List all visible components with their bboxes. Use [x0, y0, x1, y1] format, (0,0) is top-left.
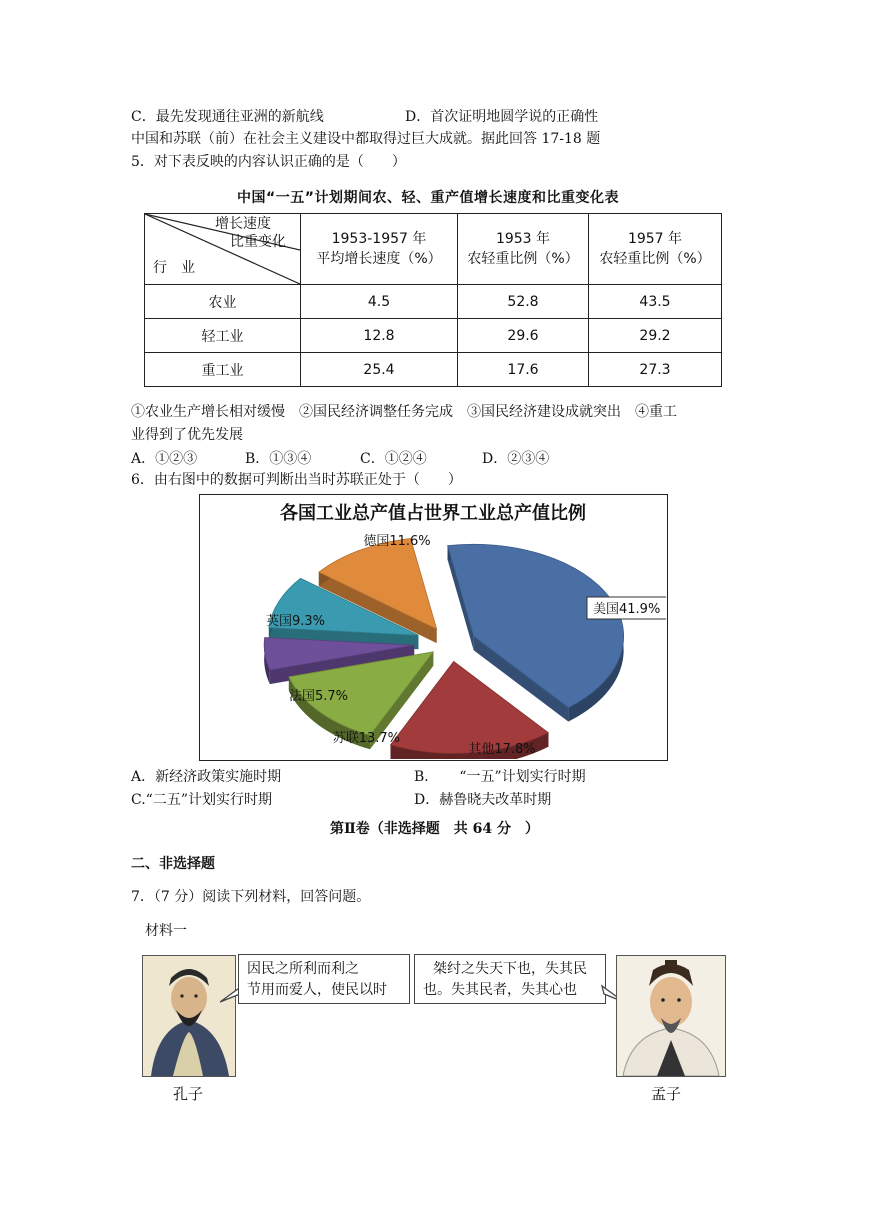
- mencius-speech-bubble: 桀纣之失天下也，失其民 也。失其民者，失其心也: [414, 954, 606, 1004]
- data-label-3: 法国5.7%: [288, 689, 348, 704]
- section-heading: 二、非选择题: [131, 856, 215, 872]
- mencius-figure-icon: [617, 956, 725, 1076]
- value-cell: 29.2: [589, 319, 722, 353]
- industry-share-chart: [199, 494, 668, 761]
- value-cell: 43.5: [589, 285, 722, 319]
- mencius-portrait: [616, 955, 726, 1077]
- confucius-speech-bubble: 因民之所利而利之 节用而爱人，使民以时: [238, 954, 410, 1004]
- part2-title: 第Ⅱ卷（非选择题 共 64 分 ）: [329, 821, 540, 837]
- diag-label-growth: 增长速度: [215, 216, 271, 232]
- q6-option-a: A．新经济政策实施时期: [131, 769, 282, 785]
- q5-statements-2: 业得到了优先发展: [131, 427, 243, 443]
- data-label-4: 英国9.3%: [265, 614, 325, 629]
- q5-option-a: A．①②③: [131, 451, 198, 467]
- value-cell: 27.3: [589, 353, 722, 387]
- data-label-5: 德国11.6%: [363, 534, 431, 549]
- pie-chart-svg: [200, 495, 666, 759]
- q6-option-c: C.“二五”计划实行时期: [131, 792, 272, 808]
- growth-table: [144, 213, 722, 387]
- q6-stem: 6．由右图中的数据可判断出当时苏联正处于（ ）: [131, 472, 462, 488]
- option-d-prev: D．首次证明地圆学说的正确性: [405, 109, 599, 125]
- table-row: [145, 319, 722, 353]
- diagonal-header-cell: [145, 214, 301, 285]
- table-header-row: [145, 214, 722, 285]
- value-cell: 29.6: [458, 319, 589, 353]
- industry-cell: 重工业: [145, 353, 301, 387]
- q5-option-b: B．①③④: [245, 451, 312, 467]
- q5-stem: 5．对下表反映的内容认识正确的是（ ）: [131, 154, 406, 170]
- data-label-2: 苏联13.7%: [332, 731, 400, 746]
- chart-title: 各国工业总产值占世界工业总产值比例: [280, 503, 586, 524]
- q5-option-d: D．②③④: [482, 451, 550, 467]
- value-cell: 17.6: [458, 353, 589, 387]
- value-cell: 52.8: [458, 285, 589, 319]
- q6-option-d: D．赫鲁晓夫改革时期: [414, 792, 552, 808]
- industry-cell: 轻工业: [145, 319, 301, 353]
- value-cell: 4.5: [301, 285, 458, 319]
- table-row: [145, 285, 722, 319]
- q6-option-b: B． “一五”计划实行时期: [414, 769, 586, 785]
- diag-label-ratio: 比重变化: [230, 234, 286, 250]
- column-header: 1953-1957 年 平均增长速度（%）: [301, 214, 458, 285]
- table-title: 中国“一五”计划期间农、轻、重产值增长速度和比重变化表: [237, 190, 619, 206]
- value-cell: 12.8: [301, 319, 458, 353]
- column-header: 1957 年 农轻重比例（%）: [589, 214, 722, 285]
- data-label-0: 美国41.9%: [593, 602, 661, 617]
- column-header: 1953 年 农轻重比例（%）: [458, 214, 589, 285]
- value-cell: 25.4: [301, 353, 458, 387]
- data-label-1: 其他17.8%: [468, 742, 536, 757]
- q5-statements-1: ①农业生产增长相对缓慢 ②国民经济调整任务完成 ③国民经济建设成就突出 ④重工: [131, 404, 677, 420]
- caption-confucius: 孔子: [173, 1085, 204, 1103]
- diag-label-industry: 行 业: [153, 260, 195, 276]
- industry-cell: 农业: [145, 285, 301, 319]
- q7-stem: 7．（7 分）阅读下列材料，回答问题。: [131, 889, 371, 905]
- intro-text: 中国和苏联（前）在社会主义建设中都取得过巨大成就。据此回答 17-18 题: [131, 131, 601, 147]
- confucius-portrait: [142, 955, 236, 1077]
- caption-mencius: 孟子: [651, 1085, 682, 1103]
- confucius-figure-icon: [143, 956, 235, 1076]
- q5-option-c: C．①②④: [360, 451, 427, 467]
- table-row: [145, 353, 722, 387]
- material-label: 材料一: [145, 923, 187, 939]
- option-c-prev: C．最先发现通往亚洲的新航线: [131, 109, 324, 125]
